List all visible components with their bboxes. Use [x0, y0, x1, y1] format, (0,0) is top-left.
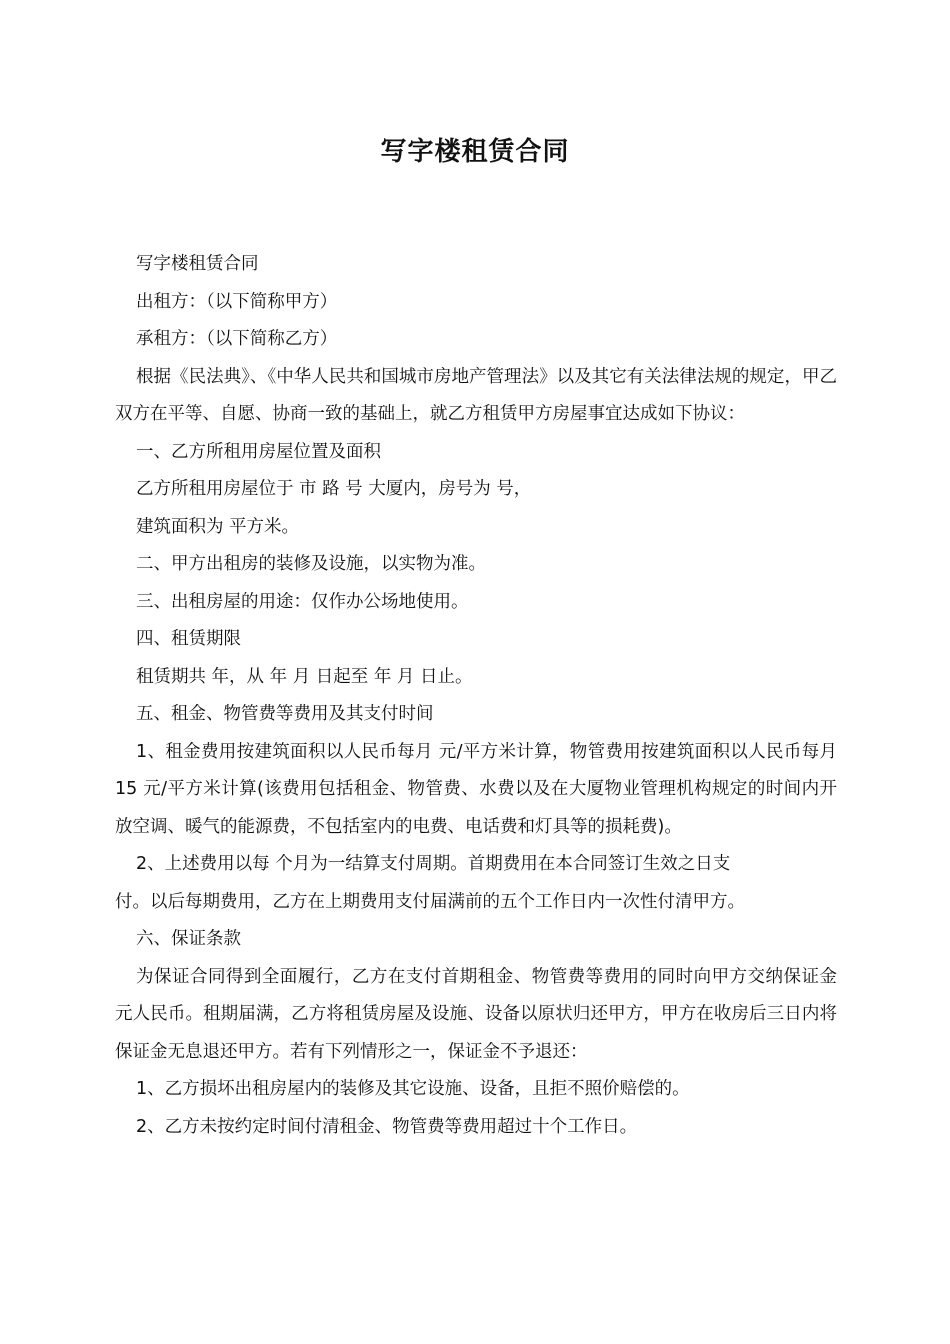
paragraph-lease-term: 租赁期共 年，从 年 月 日起至 年 月 日止。 [136, 666, 473, 687]
paragraph-section-6-heading: 六、保证条款 [136, 929, 241, 949]
paragraph-location: 乙方所租用房屋位于 市 路 号 大厦内，房号为 号， [136, 479, 532, 499]
paragraph-lessee: 承租方：（以下简称乙方） [136, 329, 338, 349]
paragraph-deposit-case-1: 1、乙方损坏出租房屋内的装修及其它设施、设备，且拒不照价赔偿的。 [136, 1079, 690, 1099]
paragraph-section-4-heading: 四、租赁期限 [136, 629, 241, 649]
paragraph-lessor: 出租方：（以下简称甲方） [136, 291, 338, 312]
paragraph-section-2: 二、甲方出租房的装修及设施，以实物为准。 [136, 554, 486, 574]
paragraph-deposit-case-2: 2、乙方未按约定时间付清租金、物管费等费用超过十个工作日。 [136, 1116, 638, 1137]
document-title: 写字楼租赁合同 [380, 137, 570, 167]
paragraph-deposit: 为保证合同得到全面履行，乙方在支付首期租金、物管费等费用的同时向甲方交纳保证金 元人民币。租期届满，乙方将租赁房屋及设施、设备以原状归还甲方，甲方在收房后三日内将保证金无息退还甲方。若有下列情形之一，保证金不予退还： [115, 966, 837, 1062]
paragraph-section-3: 三、出租房屋的用途：仅作办公场地使用。 [136, 591, 469, 612]
paragraph-heading-repeat: 写字楼租赁合同 [136, 254, 259, 274]
paragraph-area: 建筑面积为 平方米。 [136, 516, 300, 537]
paragraph-section-1-heading: 一、乙方所租用房屋位置及面积 [136, 441, 381, 462]
paragraph-payment-continued: 付。以后每期费用，乙方在上期费用支付届满前的五个工作日内一次性付清甲方。 [115, 891, 745, 912]
paragraph-preamble: 根据《民法典》、《中华人民共和国城市房地产管理法》以及其它有关法律法规的规定，甲乙双方在平等、自愿、协商一致的基础上，就乙方租赁甲方房屋事宜达成如下协议： [115, 366, 837, 424]
document-body [115, 246, 837, 1146]
paragraph-rent-fees: 1、租金费用按建筑面积以人民币每月 元/平方米计算，物管费用按建筑面积以人民币每月 15 元/平方米计算(该费用包括租金、物管费、水费以及在大厦物业管理机构规定的时间内开放空调、暖气的能源费，不包括室内的电费、电话费和灯具等的损耗费)。 [115, 741, 837, 837]
paragraph-section-5-heading: 五、租金、物管费等费用及其支付时间 [136, 704, 434, 724]
paragraph-payment-cycle: 2、上述费用以每 个月为一结算支付周期。首期费用在本合同签订生效之日支 [136, 854, 731, 874]
